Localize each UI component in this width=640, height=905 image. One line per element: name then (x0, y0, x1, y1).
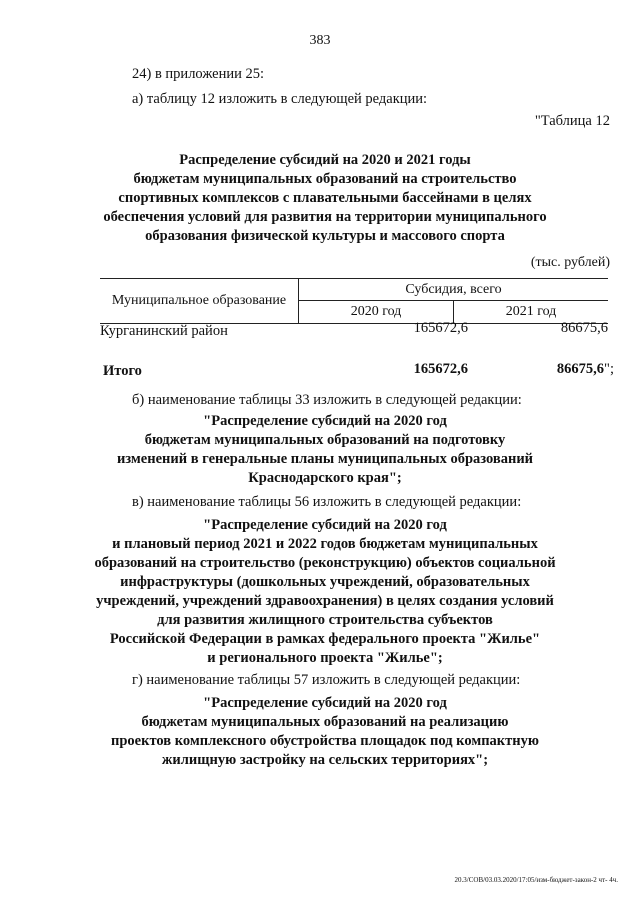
title-line: проектов комплексного обустройства площадок под компактную (111, 733, 539, 749)
table-12-label: "Таблица 12 (534, 113, 610, 129)
title-line: для развития жилищного строительства субъектов (157, 612, 493, 628)
table-12-title (90, 151, 560, 246)
item-v-text: в) наименование таблицы 56 изложить в следующей редакции: (132, 494, 522, 510)
total-label: Итого (103, 363, 142, 379)
title-line: инфраструктуры (дошкольных учреждений, образовательных (120, 574, 530, 590)
title-line: учреждений, учреждений здравоохранения) в целях создания условий (96, 593, 554, 609)
table-row-name: Курганинский район (100, 323, 228, 339)
units-label: (тыс. рублей) (530, 255, 610, 270)
header-municipality: Муниципальное образование (100, 279, 299, 323)
table-56-title (90, 516, 560, 668)
table-57-title (90, 694, 560, 770)
title-line: бюджетам муниципальных образований на строительство (133, 171, 517, 187)
title-line: образований на строительство (реконструкцию) объектов социальной (94, 555, 556, 571)
total-closing-quote: "; (604, 361, 614, 377)
title-line: Распределение субсидий на 2020 и 2021 годы (179, 152, 471, 168)
header-subsidy-total: Субсидия, всего (299, 279, 608, 301)
title-line: и плановый период 2021 и 2022 годов бюджетам муниципальных (112, 536, 538, 552)
total-value-2021-cell (557, 361, 614, 378)
table-row-value-2021: 86675,6 (560, 320, 608, 336)
title-line: обеспечения условий для развития на территории муниципального (103, 209, 547, 225)
item-a-text: а) таблицу 12 изложить в следующей редакции: (132, 91, 428, 107)
subsidy-table-header (100, 278, 608, 324)
title-line: и регионального проекта "Жилье"; (207, 650, 443, 666)
title-line: жилищную застройку на сельских территориях"; (161, 752, 489, 768)
header-year-2020: 2020 год (299, 301, 454, 323)
table-33-title (90, 412, 560, 488)
title-line: "Распределение субсидий на 2020 год (203, 517, 447, 533)
total-value-2021: 86675,6 (556, 361, 605, 377)
title-line: бюджетам муниципальных образований на подготовку (144, 432, 506, 448)
footer-file-ref: 20.3/СОВ/03.03.2020/17:05/изм-бюджет-закон-2 чт- 4ч. (454, 876, 618, 884)
title-line: спортивных комплексов с плавательными бассейнами в целях (118, 190, 532, 206)
title-line: образования физической культуры и массового спорта (145, 228, 505, 244)
total-value-2020: 165672,6 (413, 361, 468, 377)
title-line: бюджетам муниципальных образований на реализацию (141, 714, 509, 730)
title-line: "Распределение субсидий на 2020 год (203, 695, 447, 711)
title-line: Российской Федерации в рамках федерального проекта "Жилье" (109, 631, 541, 647)
title-line: Краснодарского края"; (248, 470, 402, 486)
title-line: "Распределение субсидий на 2020 год (203, 413, 447, 429)
item-24-text: 24) в приложении 25: (132, 66, 265, 82)
item-b-text: б) наименование таблицы 33 изложить в следующей редакции: (132, 392, 522, 408)
page-number: 383 (309, 33, 331, 48)
title-line: изменений в генеральные планы муниципальных образований (116, 451, 534, 467)
table-row-value-2020: 165672,6 (413, 320, 468, 336)
item-g-text: г) наименование таблицы 57 изложить в следующей редакции: (132, 672, 521, 688)
header-year-2021: 2021 год (505, 304, 557, 319)
